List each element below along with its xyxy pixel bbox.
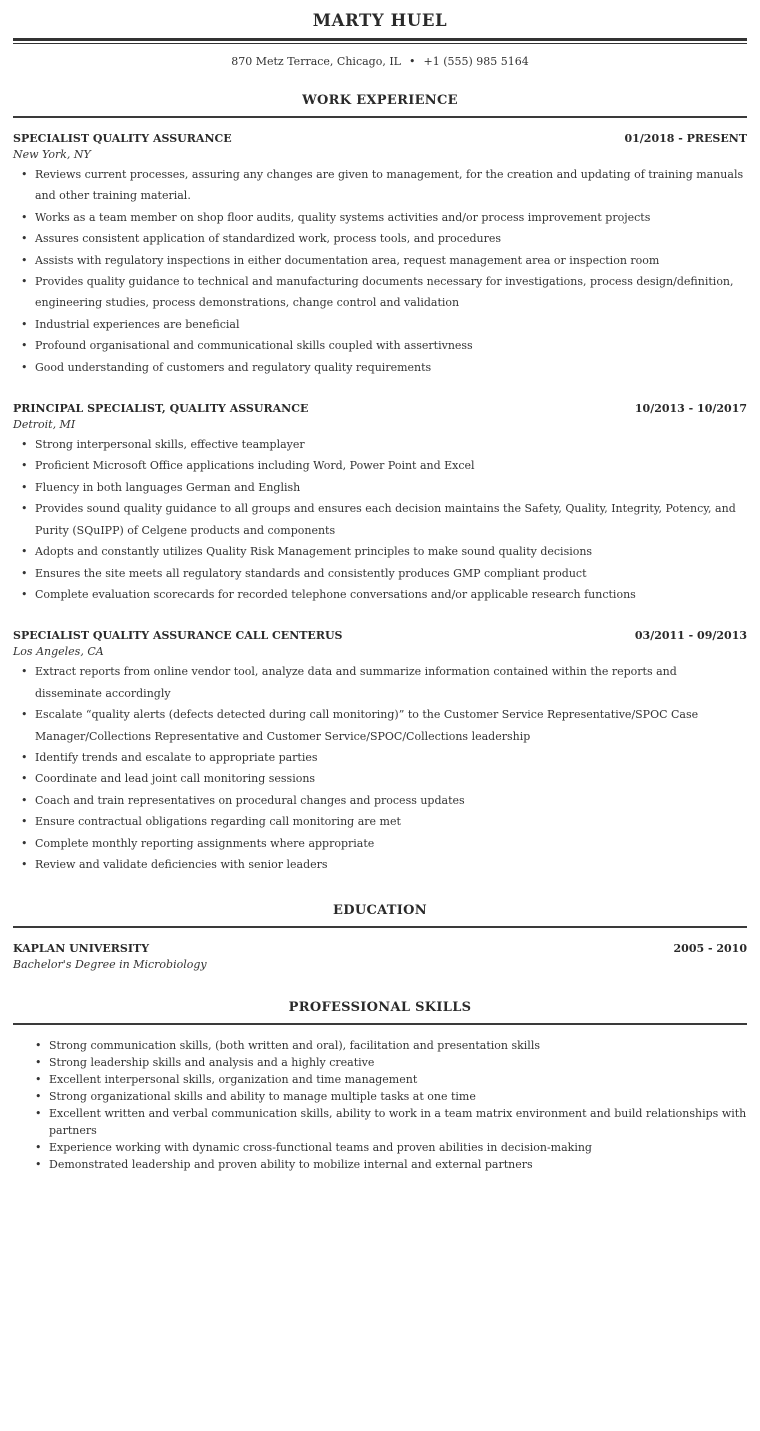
job-location: New York, NY	[13, 148, 91, 161]
list-item: • Industrial experiences are beneficial	[35, 314, 747, 335]
list-item: • Strong communication skills, (both written and oral), facilitation and presentation skills	[49, 1037, 747, 1054]
job-title: SPECIALIST QUALITY ASSURANCE CALL CENTERUS	[13, 629, 343, 643]
section-divider	[13, 926, 747, 928]
list-item: • Works as a team member on shop floor audits, quality systems activities and/or process improvement projects	[35, 207, 747, 228]
list-item: • Coordinate and lead joint call monitoring sessions	[35, 768, 747, 789]
job-entry	[13, 132, 747, 378]
list-item: • Ensures the site meets all regulatory standards and consistently produces GMP compliant product	[35, 563, 747, 584]
list-item: • Profound organisational and communicational skills coupled with assertivness	[35, 335, 747, 356]
address-text: 870 Metz Terrace, Chicago, IL	[231, 55, 401, 68]
contact-separator: •	[408, 55, 416, 68]
job-entry	[13, 402, 747, 605]
job-bullets	[13, 164, 747, 378]
job-dates: 01/2018 - PRESENT	[624, 132, 747, 145]
list-item: • Reviews current processes, assuring any changes are given to management, for the creation and updating of training manuals and other training material.	[35, 164, 747, 207]
job-title: PRINCIPAL SPECIALIST, QUALITY ASSURANCE	[13, 402, 309, 416]
list-item: • Extract reports from online vendor tool, analyze data and summarize information contained within the reports and disseminate accordingly	[35, 661, 747, 704]
job-dates: 10/2013 - 10/2017	[634, 402, 747, 416]
list-item: • Strong leadership skills and analysis and a highly creative	[49, 1054, 747, 1071]
list-item: • Experience working with dynamic cross-functional teams and proven abilities in decision-making	[49, 1139, 747, 1156]
list-item: • Demonstrated leadership and proven ability to mobilize internal and external partners	[49, 1156, 747, 1173]
job-dates: 03/2011 - 09/2013	[634, 629, 747, 643]
list-item: • Excellent interpersonal skills, organization and time management	[49, 1071, 747, 1088]
list-item: • Fluency in both languages German and English	[35, 477, 747, 498]
resume-page	[13, 0, 747, 1173]
job-entry	[13, 629, 747, 875]
job-header	[13, 402, 747, 418]
education-header	[13, 942, 747, 958]
list-item: • Strong interpersonal skills, effective teamplayer	[35, 434, 747, 455]
list-item: • Review and validate deficiencies with senior leaders	[35, 854, 747, 875]
job-header	[13, 132, 747, 148]
job-location: Detroit, MI	[13, 418, 76, 432]
job-bullets	[13, 434, 747, 605]
work-experience-section	[13, 93, 747, 875]
education-dates: 2005 - 2010	[673, 942, 747, 956]
school-name: KAPLAN UNIVERSITY	[13, 942, 150, 956]
list-item: • Identify trends and escalate to appropriate parties	[35, 747, 747, 768]
list-item: • Escalate “quality alerts (defects detected during call monitoring)” to the Customer Service Representative/SPOC Case Manager/Collections Representative and Customer Service/SPOC/Collections leadership	[35, 704, 747, 747]
list-item: • Assists with regulatory inspections in either documentation area, request management area or inspection room	[35, 250, 747, 271]
list-item: • Excellent written and verbal communication skills, ability to work in a team matrix environment and build relationships with partners	[49, 1105, 747, 1139]
list-item: • Ensure contractual obligations regarding call monitoring are met	[35, 811, 747, 832]
contact-line	[13, 55, 747, 71]
candidate-name: MARTY HUEL	[312, 11, 448, 30]
phone-text: +1 (555) 985 5164	[423, 55, 529, 68]
section-title-education: EDUCATION	[333, 903, 427, 919]
job-title: SPECIALIST QUALITY ASSURANCE	[13, 132, 232, 145]
skills-list	[13, 1037, 747, 1173]
job-bullets	[13, 661, 747, 875]
section-divider	[13, 116, 747, 118]
section-title-skills: PROFESSIONAL SKILLS	[288, 1000, 472, 1016]
job-header	[13, 629, 747, 645]
list-item: • Proficient Microsoft Office applications including Word, Power Point and Excel	[35, 455, 747, 476]
section-divider	[13, 1023, 747, 1025]
list-item: • Assures consistent application of standardized work, process tools, and procedures	[35, 228, 747, 249]
degree-text: Bachelor's Degree in Microbiology	[13, 958, 207, 972]
list-item: • Adopts and constantly utilizes Quality Risk Management principles to make sound quality decisions	[35, 541, 747, 562]
list-item: • Complete monthly reporting assignments where appropriate	[35, 833, 747, 854]
education-section	[13, 903, 747, 974]
list-item: • Provides sound quality guidance to all groups and ensures each decision maintains the Safety, Quality, Integrity, Potency, and Purity (SQuIPP) of Celgene products and components	[35, 498, 747, 541]
list-item: • Provides quality guidance to technical and manufacturing documents necessary for investigations, process design/definition, engineering studies, process demonstrations, change control and validation	[35, 271, 747, 314]
section-title-work-experience: WORK EXPERIENCE	[302, 93, 458, 108]
list-item: • Good understanding of customers and regulatory quality requirements	[35, 357, 747, 378]
list-item: • Coach and train representatives on procedural changes and process updates	[35, 790, 747, 811]
education-entry	[13, 942, 747, 974]
skills-section	[13, 1000, 747, 1173]
list-item: • Strong organizational skills and ability to manage multiple tasks at one time	[49, 1088, 747, 1105]
list-item: • Complete evaluation scorecards for recorded telephone conversations and/or applicable research functions	[35, 584, 747, 605]
job-location: Los Angeles, CA	[13, 645, 104, 659]
header-double-rule	[13, 38, 747, 44]
